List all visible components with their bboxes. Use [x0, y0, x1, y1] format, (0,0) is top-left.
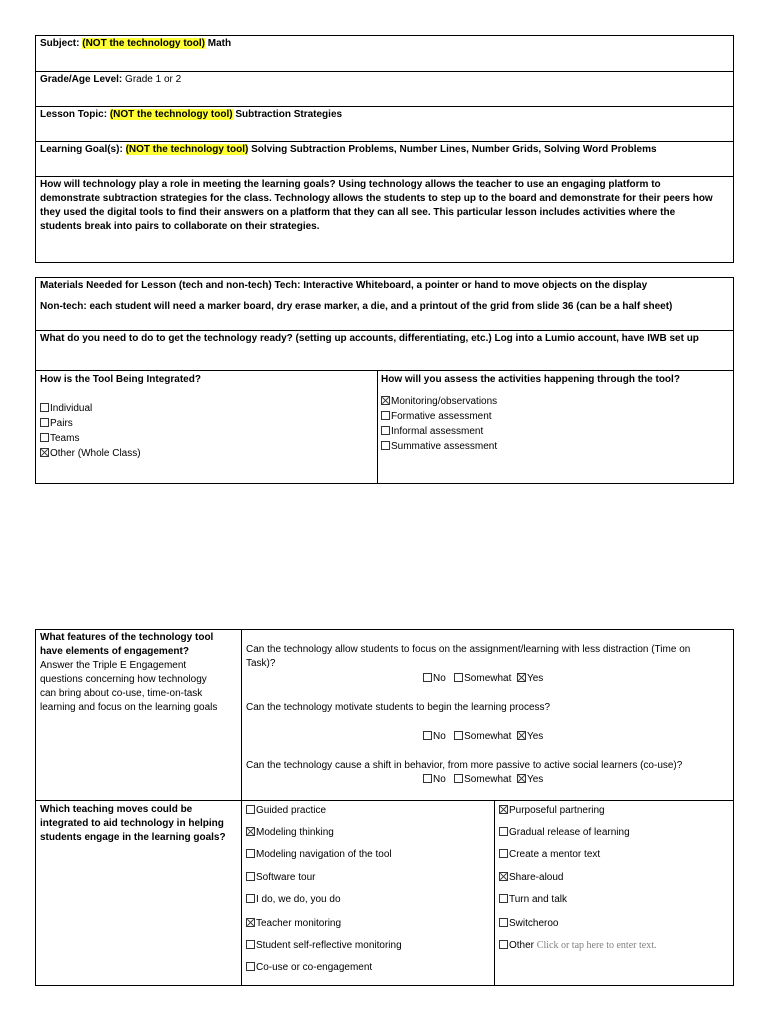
checkbox-icon[interactable]: [246, 872, 255, 881]
checkbox-icon[interactable]: [499, 849, 508, 858]
checkbox-icon[interactable]: [40, 403, 49, 412]
checked-checkbox-icon[interactable]: [517, 673, 526, 682]
move-gradual-release[interactable]: Gradual release of learning: [499, 826, 630, 840]
integration-title: How is the Tool Being Integrated?: [40, 374, 201, 385]
checkbox-icon[interactable]: [423, 673, 432, 682]
features-desc-4: learning and focus on the learning goals: [40, 702, 218, 713]
checked-checkbox-icon[interactable]: [246, 827, 255, 836]
move-software-tour[interactable]: Software tour: [246, 871, 315, 885]
engagement-features-cell: [36, 630, 241, 800]
topic-label: Lesson Topic:: [40, 109, 108, 120]
checkbox-icon[interactable]: [499, 918, 508, 927]
assessment-option-monitoring[interactable]: Monitoring/observations: [381, 395, 497, 409]
move-guided-practice[interactable]: Guided practice: [246, 804, 326, 818]
checkbox-icon[interactable]: [423, 731, 432, 740]
topic-value[interactable]: Subtraction Strategies: [235, 109, 343, 120]
checkbox-icon[interactable]: [454, 731, 463, 740]
features-desc-3: can bring about co-use, time-on-task: [40, 688, 203, 699]
checkbox-icon[interactable]: [381, 426, 390, 435]
tech-ready-row[interactable]: [36, 330, 733, 370]
technology-role-line-1: How will technology play a role in meeting the learning goals? Using technology allows the teacher to use an engaging platform to: [40, 179, 661, 190]
question-1-answers[interactable]: No Somewhat Yes: [423, 672, 543, 686]
checked-checkbox-icon[interactable]: [499, 805, 508, 814]
move-switcheroo[interactable]: Switcheroo: [499, 917, 558, 931]
features-title-2: have elements of engagement?: [40, 646, 189, 657]
features-title-1: What features of the technology tool: [40, 632, 214, 643]
move-modeling-navigation[interactable]: Modeling navigation of the tool: [246, 848, 392, 862]
goals-value[interactable]: Solving Subtraction Problems, Number Lines, Number Grids, Solving Word Problems: [251, 144, 657, 155]
engagement-questions-cell: [241, 630, 733, 800]
integration-option-pairs[interactable]: Pairs: [40, 417, 73, 431]
checkbox-icon[interactable]: [454, 774, 463, 783]
topic-highlight: (NOT the technology tool): [109, 109, 233, 120]
move-other[interactable]: Other Click or tap here to enter text.: [499, 939, 656, 953]
technology-role-line-3: they used the digital tools to find their answers on a platform that they can all see. This particular lesson includes activities where the: [40, 207, 676, 218]
goals-label: Learning Goal(s):: [40, 144, 123, 155]
features-desc-2: questions concerning how technology: [40, 674, 207, 685]
question-3-answers[interactable]: No Somewhat Yes: [423, 773, 543, 787]
checkbox-icon[interactable]: [423, 774, 432, 783]
move-co-use[interactable]: Co-use or co-engagement: [246, 961, 372, 975]
materials-line-1: Materials Needed for Lesson (tech and non-tech) Tech: Interactive Whiteboard, a pointer or hand to move objects on the display: [40, 280, 648, 291]
moves-title-2: integrated to aid technology in helping: [40, 818, 224, 829]
checkbox-icon[interactable]: [454, 673, 463, 682]
integration-column: [36, 371, 377, 484]
other-text-placeholder[interactable]: Click or tap here to enter text.: [536, 940, 657, 951]
grade-value[interactable]: Grade 1 or 2: [125, 74, 182, 85]
grade-row: [36, 71, 733, 106]
checkbox-icon[interactable]: [40, 433, 49, 442]
subject-value[interactable]: Math: [207, 38, 232, 49]
materials-line-2: Non-tech: each student will need a marker board, dry erase marker, a die, and a printout of the grid from slide 36 (can be a half sheet): [40, 301, 673, 312]
move-turn-and-talk[interactable]: Turn and talk: [499, 893, 567, 907]
assessment-option-informal[interactable]: Informal assessment: [381, 425, 483, 439]
subject-label: Subject:: [40, 38, 80, 49]
checked-checkbox-icon[interactable]: [246, 918, 255, 927]
topic-row: [36, 106, 733, 141]
question-2-answers[interactable]: No Somewhat Yes: [423, 730, 543, 744]
integration-option-teams[interactable]: Teams: [40, 432, 79, 446]
checkbox-icon[interactable]: [499, 827, 508, 836]
question-3: Can the technology cause a shift in behavior, from more passive to active social learners (co-use)?: [246, 760, 683, 771]
engagement-table: [35, 629, 734, 986]
checkbox-icon[interactable]: [381, 441, 390, 450]
features-desc-1: Answer the Triple E Engagement: [40, 660, 187, 671]
checked-checkbox-icon[interactable]: [381, 396, 390, 405]
move-purposeful-partnering[interactable]: Purposeful partnering: [499, 804, 605, 818]
tech-ready-text: What do you need to do to get the technology ready? (setting up accounts, differentiating, etc.) Log into a Lumio account, have IWB set up: [40, 333, 699, 344]
checkbox-icon[interactable]: [246, 894, 255, 903]
checkbox-icon[interactable]: [246, 805, 255, 814]
assessment-option-summative[interactable]: Summative assessment: [381, 440, 497, 454]
goals-highlight: (NOT the technology tool): [125, 144, 249, 155]
lesson-info-table: [35, 35, 734, 263]
grade-label: Grade/Age Level:: [40, 74, 123, 85]
checked-checkbox-icon[interactable]: [40, 448, 49, 457]
checkbox-icon[interactable]: [499, 894, 508, 903]
checked-checkbox-icon[interactable]: [517, 731, 526, 740]
subject-highlight: (NOT the technology tool): [82, 38, 205, 49]
checked-checkbox-icon[interactable]: [517, 774, 526, 783]
checked-checkbox-icon[interactable]: [499, 872, 508, 881]
checkbox-icon[interactable]: [246, 940, 255, 949]
integration-assessment-row: [36, 370, 733, 484]
technology-role-line-4: students break into pairs to collaborate on their strategies.: [40, 221, 320, 232]
assessment-column: [377, 371, 733, 484]
checkbox-icon[interactable]: [40, 418, 49, 427]
question-2: Can the technology motivate students to begin the learning process?: [246, 702, 551, 713]
goals-row: [36, 141, 733, 176]
teaching-moves-left-column: [241, 800, 494, 987]
moves-title-3: students engage in the learning goals?: [40, 832, 226, 843]
moves-title-1: Which teaching moves could be: [40, 804, 193, 815]
teaching-moves-cell: [36, 800, 241, 987]
teaching-moves-right-column: [494, 800, 733, 987]
technology-role-line-2: demonstrate subtraction strategies for the class. Technology allows the students to step up to the board and demonstrate for their peers how: [40, 193, 713, 204]
move-share-aloud[interactable]: Share-aloud: [499, 871, 563, 885]
question-1-line-2: Task)?: [246, 658, 276, 669]
checkbox-icon[interactable]: [246, 962, 255, 971]
checkbox-icon[interactable]: [246, 849, 255, 858]
move-teacher-monitoring[interactable]: Teacher monitoring: [246, 917, 341, 931]
integration-option-other[interactable]: Other (Whole Class): [40, 447, 141, 461]
materials-table: [35, 277, 734, 484]
assessment-title: How will you assess the activities happening through the tool?: [381, 374, 680, 385]
integration-option-individual[interactable]: Individual: [40, 402, 92, 416]
checkbox-icon[interactable]: [499, 940, 508, 949]
materials-row[interactable]: [36, 278, 733, 330]
question-1-line-1: Can the technology allow students to focus on the assignment/learning with less distraction (Time on: [246, 644, 691, 655]
assessment-option-formative[interactable]: Formative assessment: [381, 410, 492, 424]
checkbox-icon[interactable]: [381, 411, 390, 420]
subject-row: [36, 36, 733, 71]
move-mentor-text[interactable]: Create a mentor text: [499, 848, 600, 862]
move-modeling-thinking[interactable]: Modeling thinking: [246, 826, 334, 840]
technology-role-row[interactable]: [36, 176, 733, 263]
move-i-do-we-do[interactable]: I do, we do, you do: [246, 893, 341, 907]
move-student-self-reflective[interactable]: Student self-reflective monitoring: [246, 939, 402, 953]
